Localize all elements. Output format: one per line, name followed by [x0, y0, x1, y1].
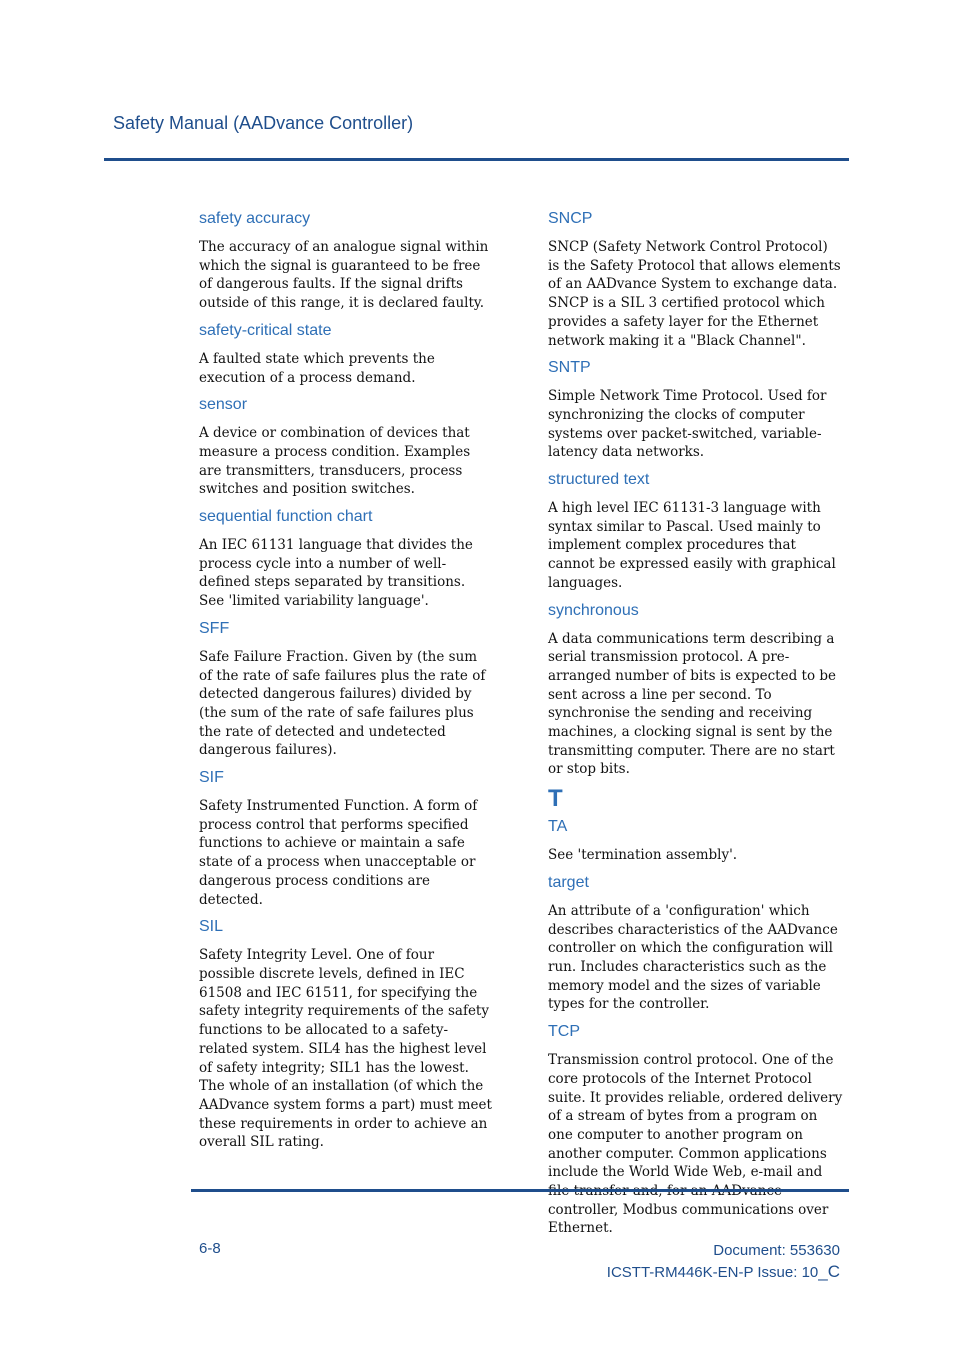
glossary-term: TA — [548, 818, 568, 836]
glossary-term: sensor — [199, 396, 248, 414]
glossary-definition: A device or combination of devices that measure a process condition. Examples are transmitters, transducers, process switches and position switches. — [199, 425, 471, 498]
glossary-definition: A faulted state which prevents the execution of a process demand. — [199, 350, 435, 386]
glossary-definition: An attribute of a 'configuration' which describes characteristics of the AADvance controller on which the configuration will run. Includes characteristics such as the memory model and the sizes of variable types for the controller. — [548, 902, 838, 1013]
glossary-term: SNTP — [548, 359, 591, 377]
header-rule — [104, 158, 849, 161]
issue-suffix: _C — [818, 1262, 840, 1281]
glossary-term: SIF — [199, 769, 224, 787]
glossary-definition: SNCP (Safety Network Control Protocol) is the Safety Protocol that allows elements of an AADvance System to exchange data. SNCP is a SIL 3 certified protocol which provides a safety layer for the Ethernet network making it a "Black Channel". — [548, 239, 841, 349]
glossary-definition: An IEC 61131 language that divides the process cycle into a number of well-defined steps separated by transitions. See 'limited variability language'. — [199, 537, 473, 610]
section-letter: T — [548, 785, 563, 813]
page-header-title: Safety Manual (AADvance Controller) — [113, 113, 414, 133]
glossary-definition: A high level IEC 61131-3 language with syntax similar to Pascal. Used mainly to implement complex procedures that cannot be expressed easily with graphical languages. — [548, 500, 836, 591]
document-info — [607, 1240, 840, 1283]
glossary-definition: Simple Network Time Protocol. Used for synchronizing the clocks of computer systems over packet-switched, variable-latency data networks. — [548, 388, 827, 461]
glossary-left-column — [199, 208, 494, 1159]
glossary-term: safety-critical state — [199, 321, 332, 339]
glossary-term: SNCP — [548, 210, 593, 227]
glossary-definition: Safety Instrumented Function. A form of process control that performs specified functions to achieve or maintain a safe state of a process when unacceptable or dangerous process conditions are detected. — [199, 798, 478, 908]
glossary-definition: Safe Failure Fraction. Given by (the sum of the rate of safe failures plus the rate of detected dangerous failures) divided by (the sum of the rate of safe failures plus the rate of detected and undetected dangerous failures). — [199, 648, 486, 759]
glossary-term: safety accuracy — [199, 210, 311, 227]
document-issue — [607, 1261, 840, 1283]
glossary-right-column — [548, 208, 843, 1245]
issue-text: ICSTT-RM446K-EN-P Issue: 10 — [606, 1264, 819, 1281]
glossary-term: structured text — [548, 471, 650, 489]
glossary-definition: Transmission control protocol. One of the core protocols of the Internet Protocol suite. It provides reliable, ordered delivery of a stream of bytes from a program on one computer to another program on another computer. Common applications include the World Wide Web, e-mail and controller, Modbus communications over Ethernet. — [548, 1052, 843, 1237]
glossary-term: SIL — [199, 918, 224, 936]
page-number: 6-8 — [199, 1240, 221, 1257]
glossary-definition: Safety Integrity Level. One of four possible discrete levels, defined in IEC 61508 and IEC 61511, for specifying the safety integrity requirements of the safety functions to be allocated to a safety-related system. SIL4 has the highest level of safety integrity; SIL1 has the lowest. — [199, 947, 489, 1076]
glossary-definition: The whole of an installation (of which the AADvance system forms a part) must meet these requirements in order to achieve an overall SIL rating. — [199, 1078, 492, 1151]
glossary-term: sequential function chart — [199, 508, 373, 526]
glossary-definition: The accuracy of an analogue signal within which the signal is guaranteed to be free of dangerous faults. If the signal drifts outside of this range, it is declared faulty. — [199, 239, 489, 312]
glossary-definition: See 'termination assembly'. — [548, 847, 738, 864]
glossary-term: synchronous — [548, 601, 639, 619]
glossary-term: target — [548, 873, 589, 891]
footer-rule — [191, 1189, 849, 1192]
glossary-term: TCP — [548, 1023, 580, 1041]
glossary-term: SFF — [199, 619, 230, 637]
glossary-definition: A data communications term describing a serial transmission protocol. A pre-arranged number of bits is expected to be sent across a line per second. To synchronise the sending and receiving machines, a clocking signal is sent by the transmitting computer. There are no start or stop bits. — [548, 630, 837, 778]
document-number: Document: 553630 — [713, 1242, 840, 1259]
